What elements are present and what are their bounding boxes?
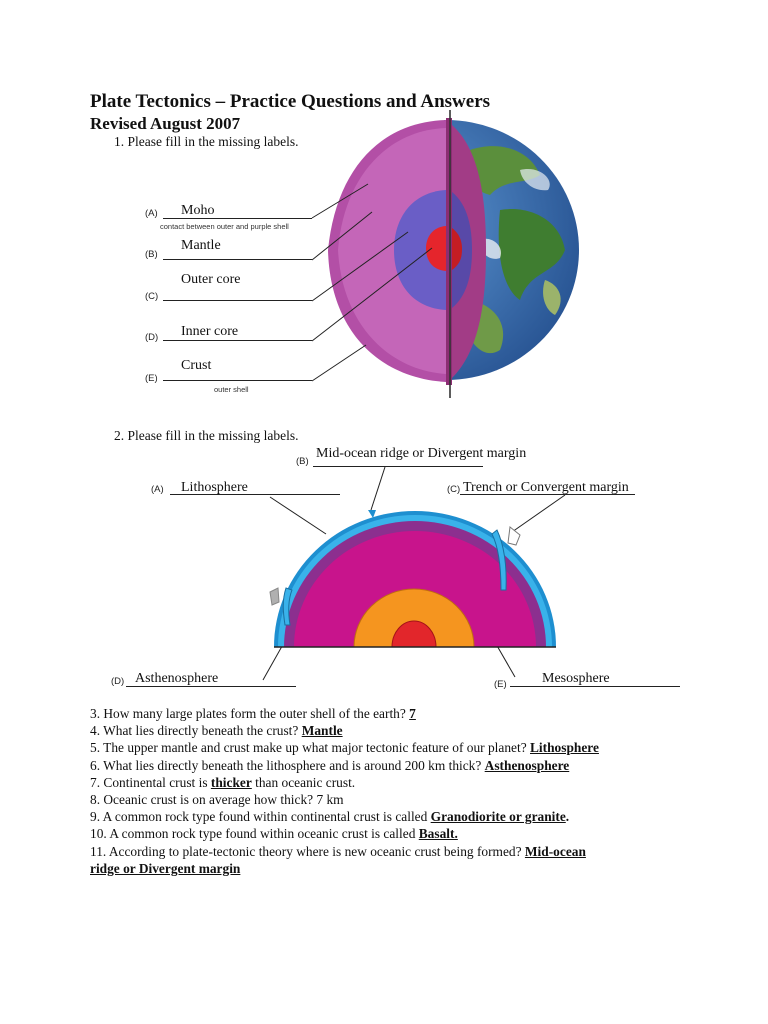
q2-label-e-letter: (E) [494,679,507,690]
question-8: 8. Oceanic crust is on average how thick? 7 km [90,792,344,808]
q2-label-c-letter: (C) [447,484,461,495]
q1-label-b-answer: Mantle [181,238,221,253]
q1-label-b-letter: (B) [145,249,158,260]
q2-label-b-letter: (B) [296,456,309,467]
q2-label-b-line [313,466,483,467]
page-title: Plate Tectonics – Practice Questions and Answers [90,91,491,112]
q2-label-d-answer: Asthenosphere [135,671,219,686]
question-9: 9. A common rock type found within continental crust is called Granodiorite or granite. [90,809,570,825]
question-2-prompt: 2. Please fill in the missing labels. [114,428,299,443]
question-1-prompt: 1. Please fill in the missing labels. [114,134,299,149]
question-7: 7. Continental crust is thicker than oceanic crust. [90,774,356,790]
q2-label-a-letter: (A) [151,484,164,495]
q1-label-c-answer: Outer core [181,272,241,287]
question-list [90,705,690,877]
question-5: 5. The upper mantle and crust make up what major tectonic feature of our planet? Lithosphere [90,740,599,756]
q2-label-e-answer: Mesosphere [542,671,610,686]
q1-label-d-answer: Inner core [181,324,239,339]
q1-label-e-note: outer shell [214,385,249,394]
q1-label-c-letter: (C) [145,291,159,302]
left-plate-marker [270,588,279,605]
q2-label-c-answer: Trench or Convergent margin [463,480,629,495]
q2-label-e-line [510,686,680,687]
q1-label-a-note: contact between outer and purple shell [160,222,289,231]
trench-marker [508,527,520,545]
question-6: 6. What lies directly beneath the lithosphere and is around 200 km thick? Asthenosphere [90,757,570,773]
q1-label-d-letter: (D) [145,332,159,343]
q2-label-a-line [170,494,340,495]
q1-label-a-letter: (A) [145,208,158,219]
question-10: 10. A common rock type found within oceanic crust is called Basalt. [90,826,458,842]
question-3: 3. How many large plates form the outer shell of the earth? 7 [90,706,416,721]
q1-label-a-answer: Moho [181,203,215,218]
q2-label-a-answer: Lithosphere [181,480,248,495]
q2-label-d-line [126,686,296,687]
q2-label-b-answer: Mid-ocean ridge or Divergent margin [316,446,527,461]
question-11: 11. According to plate-tectonic theory where is new oceanic crust being formed? Mid-ocean [90,843,586,859]
q1-label-e-letter: (E) [145,373,158,384]
question-11-continued: ridge or Divergent margin [90,860,241,876]
q2-label-d-letter: (D) [111,676,125,687]
page-subtitle: Revised August 2007 [90,114,241,133]
q1-label-e-answer: Crust [181,358,212,373]
q2-label-c-line [460,494,635,495]
question-4: 4. What lies directly beneath the crust? Mantle [90,723,343,739]
